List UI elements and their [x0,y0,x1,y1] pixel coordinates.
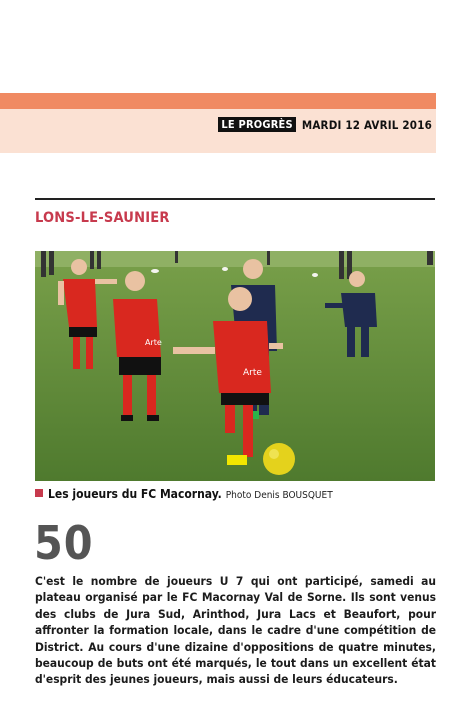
big-number: 50 [34,516,94,570]
section-rule [35,198,435,200]
article-photo [35,251,435,481]
masthead [218,117,432,132]
newspaper-logo: LE PROGRÈS [218,117,295,132]
caption-text: Les joueurs du FC Macornay. [48,487,222,501]
header-band-dark [0,93,436,109]
issue-date: MARDI 12 AVRIL 2016 [301,117,432,132]
photo-credit: Photo Denis BOUSQUET [225,490,333,501]
section-title: LONS-LE-SAUNIER [35,210,170,226]
svg-text:Arte: Arte [243,368,262,378]
svg-text:Arte: Arte [145,338,162,347]
soccer-ball [263,443,295,475]
article-body: C'est le nombre de joueurs U 7 qui ont participé, samedi au plateau organisé par le FC Macornay Val de Sorne. Ils sont venus des clubs de Jura Sud, Arinthod, Jura Lacs et Beaufort, pour affronter la formation locale, dans le cadre d'une compétition de District. Au cours d'une dizaine d'oppositions de quatre minutes, beaucoup de buts ont été marqués, le tout dans un excellent état d'esprit des jeunes joueurs, mais aussi de leurs éducateurs. [35,574,436,687]
background-field [35,251,435,267]
photo-caption [35,487,333,501]
caption-square-icon [35,489,43,497]
